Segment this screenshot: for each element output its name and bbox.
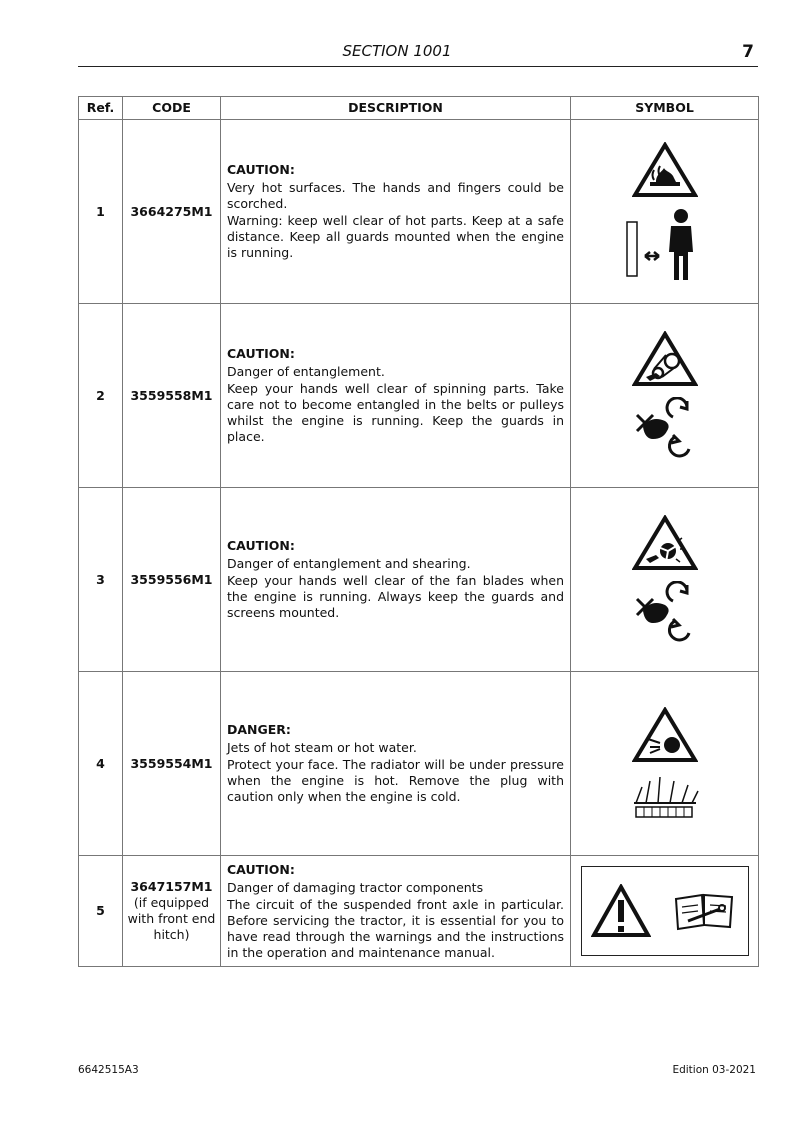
row-code <box>123 856 221 967</box>
hazard-line: The circuit of the suspended front axle in particular. Before servicing the tractor, it is essential for you to have read through the warnings and the instructions in the operation and maintenance manual. <box>227 896 564 960</box>
hazard-level: CAUTION: <box>227 538 295 553</box>
hazard-level: DANGER: <box>227 722 291 737</box>
hazard-level: CAUTION: <box>227 861 295 877</box>
general-warning-icon <box>591 884 651 938</box>
row-symbol <box>571 856 759 967</box>
hot-steam-warning-icon <box>632 707 698 763</box>
table-row <box>79 120 759 304</box>
part-code: 3559558M1 <box>130 387 213 403</box>
hazard-line: Danger of entanglement and shearing. <box>227 556 471 571</box>
row-code <box>123 488 221 672</box>
row-description <box>221 856 571 967</box>
hazard-line: Keep your hands well clear of the fan blades when the engine is running. Always keep the guards and screens mounted. <box>227 573 564 620</box>
header-symbol: SYMBOL <box>571 97 759 120</box>
table-row <box>79 488 759 672</box>
part-code: 3647157M1 <box>130 879 213 894</box>
section-title: SECTION 1001 <box>342 42 452 60</box>
row-description <box>221 304 571 488</box>
header-divider <box>78 66 758 67</box>
page-number: 7 <box>742 42 754 62</box>
hazard-level: CAUTION: <box>227 162 295 177</box>
row-ref: 2 <box>79 304 123 488</box>
read-manual-icon <box>670 891 738 931</box>
decal-frame <box>581 866 749 956</box>
hazard-line: Very hot surfaces. The hands and fingers could be scorched. <box>227 180 564 211</box>
hazard-line: Jets of hot steam or hot water. <box>227 740 417 755</box>
hazard-line: Keep your hands well clear of spinning parts. Take care not to become entangled in the belts or pulleys whilst the engine is running. Keep the guards in place. <box>227 381 564 444</box>
row-symbol <box>571 488 759 672</box>
row-description <box>221 120 571 304</box>
hot-surface-warning-icon <box>632 142 698 198</box>
document-number: 6642515A3 <box>78 1064 139 1076</box>
table-row <box>79 672 759 856</box>
pressurized-radiator-pictogram-icon <box>630 773 700 821</box>
row-ref: 5 <box>79 856 123 967</box>
keep-distance-pictogram-icon <box>625 208 705 282</box>
fan-blade-warning-icon <box>632 515 698 571</box>
row-code <box>123 120 221 304</box>
hazard-line: Protect your face. The radiator will be under pressure when the engine is hot. Remove the plug with caution only when the engine is cold. <box>227 757 564 804</box>
row-code <box>123 672 221 856</box>
row-description <box>221 488 571 672</box>
row-ref: 4 <box>79 672 123 856</box>
header-code: CODE <box>123 97 221 120</box>
hand-entanglement-pictogram-icon <box>633 581 697 645</box>
hand-entanglement-pictogram-icon <box>633 397 697 461</box>
row-ref: 3 <box>79 488 123 672</box>
part-code-note: (if equipped with front end hitch) <box>127 895 216 942</box>
table-row <box>79 304 759 488</box>
table-row <box>79 856 759 967</box>
row-symbol <box>571 304 759 488</box>
part-code: 3559554M1 <box>130 755 213 771</box>
hazard-line: Danger of damaging tractor components <box>227 879 484 895</box>
belt-entanglement-warning-icon <box>632 331 698 387</box>
part-code: 3664275M1 <box>130 203 213 219</box>
row-symbol <box>571 672 759 856</box>
hazard-line: Warning: keep well clear of hot parts. Keep at a safe distance. Keep all guards mounted when the engine is running. <box>227 213 564 260</box>
part-code: 3559556M1 <box>130 571 213 587</box>
table-header-row <box>79 97 759 120</box>
row-ref: 1 <box>79 120 123 304</box>
hazard-line: Danger of entanglement. <box>227 364 385 379</box>
edition-label: Edition 03-2021 <box>672 1064 756 1076</box>
row-description <box>221 672 571 856</box>
row-code <box>123 304 221 488</box>
header-description: DESCRIPTION <box>221 97 571 120</box>
row-symbol <box>571 120 759 304</box>
safety-decal-table <box>78 96 759 967</box>
header-ref: Ref. <box>79 97 123 120</box>
hazard-level: CAUTION: <box>227 346 295 361</box>
